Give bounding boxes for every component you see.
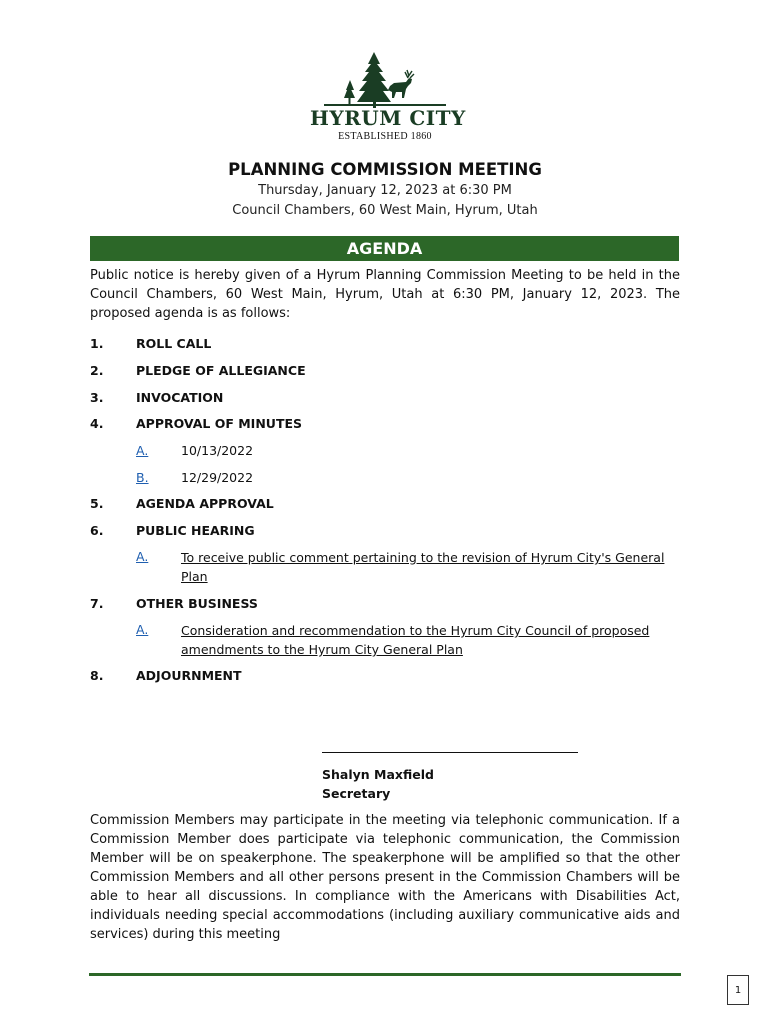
logo-wordmark: HYRUM CITY (310, 106, 466, 130)
minutes-date-a: 10/13/2022 (181, 443, 254, 458)
item-roll-call: ROLL CALL (136, 336, 212, 351)
signature-role: Secretary (322, 786, 391, 801)
item-adjournment: ADJOURNMENT (136, 668, 242, 683)
logo-established: ESTABLISHED 1860 (338, 131, 432, 142)
minutes-date-b: 12/29/2022 (181, 470, 254, 485)
item-number: 4. (90, 416, 104, 431)
item-number: 8. (90, 668, 104, 683)
hyrum-city-logo (310, 52, 466, 144)
meeting-datetime: Thursday, January 12, 2023 at 6:30 PM (258, 183, 512, 198)
item-number: 1. (90, 336, 104, 351)
item-number: 7. (90, 596, 104, 611)
item-number: 5. (90, 496, 104, 511)
accessibility-notice: Commission Members may participate in the meeting via telephonic communication. If a Commission Member does participate via telephonic communication, the Commission Member will be on speakerphone. The speakerphone will be amplified so that the other Commission Members and all other persons present in the Commission Chambers will be able to hear all discussions. In compliance with the Americans with Disabilities Act, individuals needing special accommodations (including auxiliary communicative aids and services) during this meeting (90, 813, 680, 942)
item-pledge: PLEDGE OF ALLEGIANCE (136, 363, 306, 378)
item-public-hearing: PUBLIC HEARING (136, 523, 255, 538)
signature-name: Shalyn Maxfield (322, 767, 434, 782)
item-invocation: INVOCATION (136, 390, 224, 405)
footer-rule (89, 973, 681, 976)
pine-tree-elk-icon (310, 52, 460, 108)
item-number: 6. (90, 523, 104, 538)
item-number: 2. (90, 363, 104, 378)
signature-line (322, 752, 578, 753)
public-hearing-text[interactable]: To receive public comment pertaining to the revision of Hyrum City's General Plan (181, 550, 665, 584)
item-agenda-approval: AGENDA APPROVAL (136, 496, 274, 511)
meeting-location: Council Chambers, 60 West Main, Hyrum, Utah (232, 203, 538, 218)
other-business-link-a[interactable]: A. (136, 622, 149, 637)
agenda-heading-bar: AGENDA (90, 236, 679, 261)
item-approval-of-minutes: APPROVAL OF MINUTES (136, 416, 303, 431)
public-hearing-link-a[interactable]: A. (136, 549, 149, 564)
minutes-link-a[interactable]: A. (136, 443, 149, 458)
item-other-business: OTHER BUSINESS (136, 596, 258, 611)
intro-paragraph: Public notice is hereby given of a Hyrum Planning Commission Meeting to be held in the Council Chambers, 60 West Main, Hyrum, Utah at 6:30 PM, January 12, 2023. The proposed agenda is as follows: (90, 268, 680, 321)
item-number: 3. (90, 390, 104, 405)
minutes-link-b[interactable]: B. (136, 470, 149, 485)
page-number: 1 (727, 975, 749, 1005)
page-title: PLANNING COMMISSION MEETING (228, 160, 542, 179)
other-business-text[interactable]: Consideration and recommendation to the Hyrum City Council of proposed amendments to the Hyrum City General Plan (181, 623, 650, 657)
